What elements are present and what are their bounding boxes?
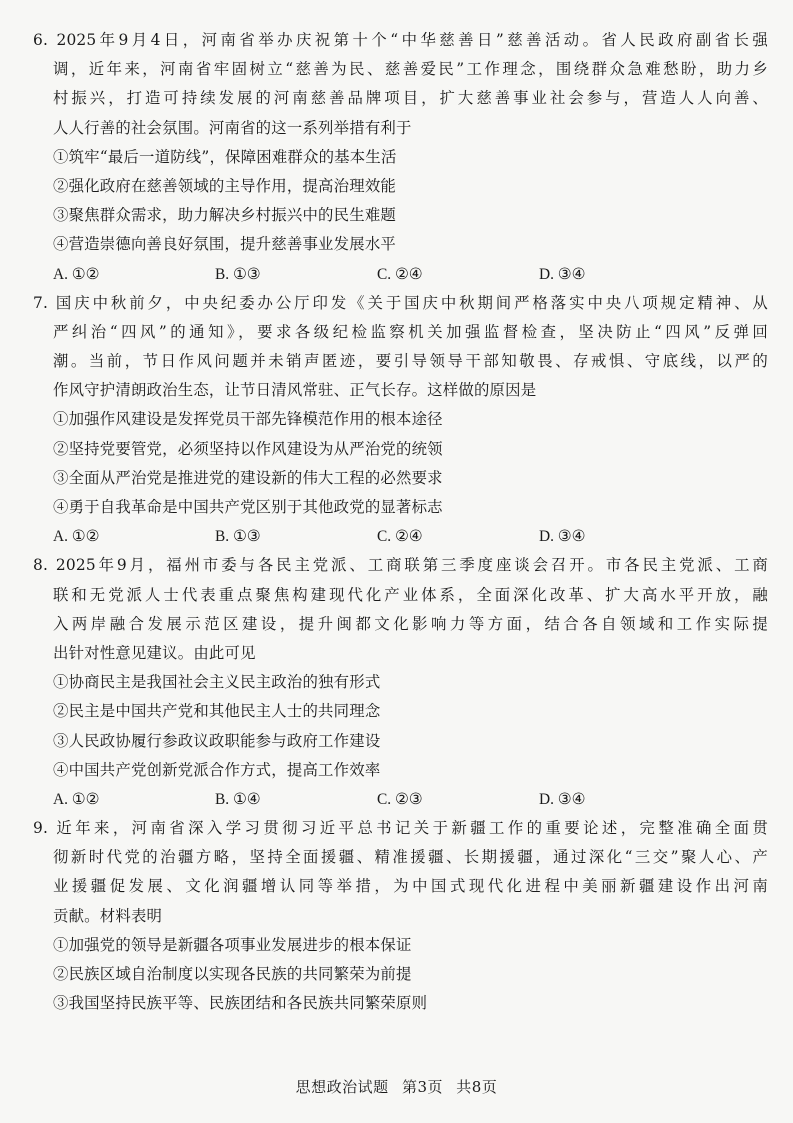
- question-6-option-2: ②强化政府在慈善领域的主导作用，提高治理效能: [53, 176, 396, 195]
- question-8-line-3: 入两岸融合发展示范区建设，提升闽都文化影响力等方面，结合各自领域和工作实际提: [53, 614, 768, 633]
- question-8: [33, 551, 768, 814]
- question-8-line-2: 联和无党派人士代表重点聚焦构建现代化产业体系，全面深化改革、扩大高水平开放，融: [53, 585, 768, 604]
- choice-d: D. ③④: [539, 790, 586, 808]
- question-8-option-2: ②民主是中国共产党和其他民主人士的共同理念: [53, 702, 381, 721]
- question-7-line-1: 7. 国庆中秋前夕，中央纪委办公厅印发《关于国庆中秋期间严格落实中央八项规定精神、从: [33, 293, 768, 312]
- question-6-option-4: ④营造崇德向善良好氛围，提升慈善事业发展水平: [53, 235, 396, 254]
- choice-b: B. ①③: [215, 528, 261, 546]
- question-8-option-4: ④中国共产党创新党派合作方式，提高工作效率: [53, 760, 381, 779]
- question-7-line-2: 严纠治“四风”的通知》，要求各级纪检监察机关加强监督检查，坚决防止“四风”反弹回: [53, 322, 768, 341]
- choice-d: D. ③④: [539, 265, 586, 283]
- page-footer: [0, 1076, 793, 1097]
- question-6-choices: [33, 260, 768, 289]
- question-8-line-4: 出针对性意见建议。由此可见: [53, 643, 256, 662]
- question-7-choices: [33, 522, 768, 551]
- question-9-option-1: ①加强党的领导是新疆各项事业发展进步的根本保证: [53, 935, 412, 954]
- question-6-line-2: 调，近年来，河南省牢固树立“慈善为民、慈善爱民”工作理念，围绕群众急难愁盼，助力乡: [53, 60, 768, 79]
- footer-subject: 思想政治试题: [295, 1078, 389, 1096]
- question-9-option-2: ②民族区域自治制度以实现各民族的共同繁荣为前提: [53, 965, 412, 983]
- questions-container: [33, 26, 768, 1018]
- question-6-line-3: 村振兴，打造可持续发展的河南慈善品牌项目，扩大慈善事业社会参与，营造人人向善、: [53, 89, 768, 108]
- question-9-option-3: ③我国坚持民族平等、民族团结和各民族共同繁荣原则: [53, 994, 428, 1013]
- choice-c: C. ②③: [377, 790, 423, 808]
- question-6-option-3: ③聚焦群众需求，助力解决乡村振兴中的民生难题: [53, 206, 396, 225]
- question-7-line-4: 作风守护清朗政治生态，让节日清风常驻、正气长存。这样做的原因是: [53, 381, 537, 400]
- question-6-option-1: ①筑牢“最后一道防线”，保障困难群众的基本生活: [53, 147, 397, 166]
- choice-a: A. ①②: [53, 265, 100, 283]
- question-9-line-3: 业援疆促发展、文化润疆增认同等举措，为中国式现代化进程中美丽新疆建设作出河南: [53, 877, 768, 896]
- question-9-line-2: 彻新时代党的治疆方略，坚持全面援疆、精准援疆、长期援疆，通过深化“三交”聚人心、产: [53, 848, 768, 867]
- question-7-line-3: 潮。当前，节日作风问题并未销声匿迹，要引导领导干部知敬畏、存戒惧、守底线，以严的: [53, 352, 768, 371]
- question-8-option-1: ①协商民主是我国社会主义民主政治的独有形式: [53, 673, 381, 692]
- question-8-line-1: 8. 2025年9月，福州市委与各民主党派、工商联第三季度座谈会召开。市各民主党派、工商: [33, 556, 768, 575]
- choice-b: B. ①④: [215, 790, 261, 808]
- question-9-line-4: 贡献。材料表明: [53, 906, 163, 925]
- choice-a: A. ①②: [53, 790, 100, 808]
- footer-page-number: 第3页: [401, 1078, 443, 1096]
- question-8-option-3: ③人民政协履行参政议政职能参与政府工作建设: [53, 731, 381, 750]
- question-9-line-1: 9. 近年来，河南省深入学习贯彻习近平总书记关于新疆工作的重要论述，完整准确全面贯: [33, 819, 768, 838]
- question-9: [33, 814, 768, 1018]
- choice-b: B. ①③: [215, 265, 261, 283]
- choice-c: C. ②④: [377, 265, 423, 283]
- question-8-choices: [33, 785, 768, 814]
- question-7-option-2: ②坚持党要管党，必须坚持以作风建设为从严治党的统领: [53, 439, 443, 458]
- question-7: [33, 289, 768, 552]
- question-7-option-3: ③全面从严治党是推进党的建设新的伟大工程的必然要求: [53, 468, 443, 487]
- question-7-option-4: ④勇于自我革命是中国共产党区别于其他政党的显著标志: [53, 498, 443, 516]
- question-6: [33, 26, 768, 289]
- choice-c: C. ②④: [377, 528, 423, 546]
- question-6-line-4: 人人行善的社会氛围。河南省的这一系列举措有利于: [53, 118, 412, 137]
- question-6-line-1: 6. 2025年9月4日，河南省举办庆祝第十个“中华慈善日”慈善活动。省人民政府副省长强: [33, 31, 768, 49]
- choice-a: A. ①②: [53, 528, 100, 546]
- footer-page-total: 共8页: [456, 1078, 498, 1096]
- question-7-option-1: ①加强作风建设是发挥党员干部先锋模范作用的根本途径: [53, 410, 443, 429]
- choice-d: D. ③④: [539, 528, 586, 546]
